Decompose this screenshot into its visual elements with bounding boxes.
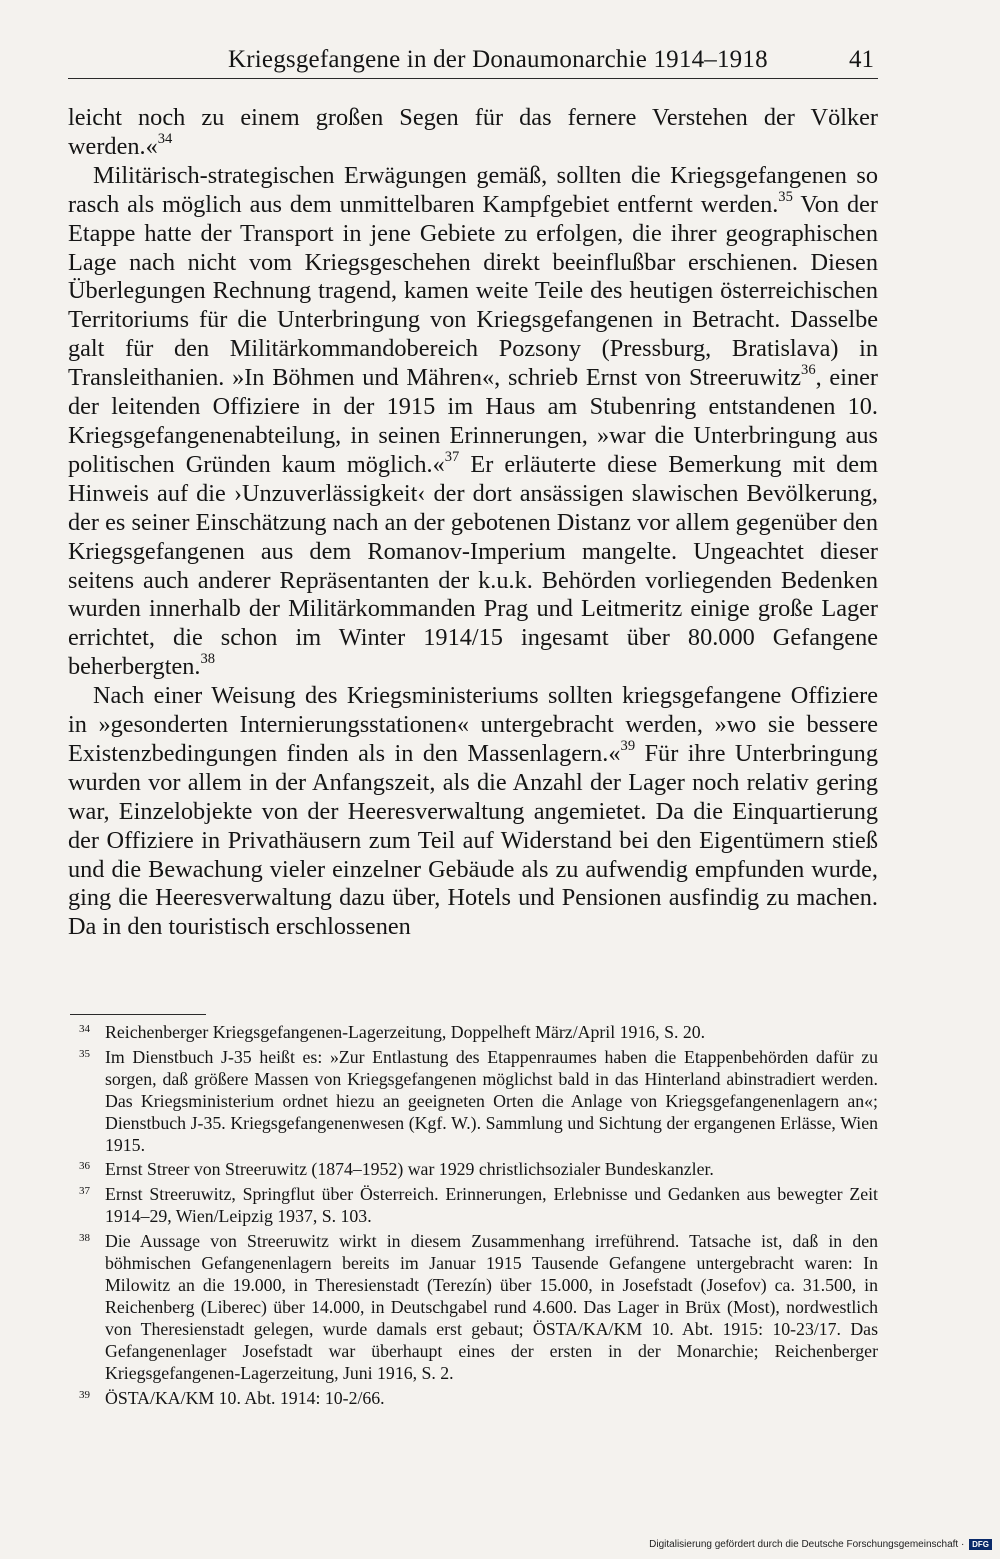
- running-header: [68, 46, 878, 79]
- footnote: [68, 1159, 878, 1181]
- footnote-text: Die Aussage von Streeruwitz wirkt in diesem Zusammenhang irreführend. Tatsache ist, daß in den böhmischen Gefangenenlagern bereits im Januar 1915 Tausende Gefangene untergebracht waren: In Milowitz an die 19.000, in Theresienstadt (Terezín) über 15.000, in Josefstadt (Josefov) ca. 31.500, in Reichenberg (Liberec) über 14.000, in Deutschgabel rund 4.600. Das Lager in Brüx (Most), nordwestlich von Theresienstadt gelegen, wurde damals erst gebaut; ÖSTA/KA/KM 10. Abt. 1915: 10-23/17. Das Gefangenenlager Josefstadt war überhaupt eines der ersten in der Monarchie; Reichenberger Kriegsgefangenen-Lagerzeitung, Juni 1916, S. 2.: [105, 1231, 878, 1383]
- paragraph-3: [68, 682, 878, 942]
- paragraph-text: Nach einer Weisung des Kriegsministeriums sollten kriegsgefangene Offiziere in »gesonderten Internierungsstationen« untergebracht werden, »wo sie bessere Existenzbedingungen finden als in den Massenlagern.«: [68, 682, 878, 767]
- paragraph-1: [68, 104, 878, 162]
- paragraph-text: Für ihre Unterbringung wurden vor allem in der Anfangszeit, als die Anzahl der Lager noch relativ gering war, Einzelobjekte von der Heeresverwaltung angemietet. Da die Einquartierung der Offiziere in Privathäusern zum Teil auf Widerstand bei den Eigentümern stieß und die Bewachung vieler einzelner Gebäude als zu aufwendig empfunden wurde, ging die Heeresverwaltung dazu über, Hotels und Pensionen ausfindig zu machen. Da in den touristisch erschlossenen: [68, 739, 878, 941]
- footnote-ref: 34: [157, 130, 173, 147]
- footnote: [68, 1022, 878, 1044]
- paragraph-text: Von der Etappe hatte der Transport in jene Gebiete zu erfolgen, die ihrer geographischen Lage nach nicht vom Kriegsgeschehen direkt beeinflußbar erschienen. Diesen Überlegungen Rechnung tragend, kamen weite Teile des heutigen österreichischen Territoriums für die Unterbringung von Kriegsgefangenen in Betracht. Dasselbe galt für den Militärkommandobereich Pozsony (Pressburg, Bratislava) in Transleithanien. »In Böhmen und Mähren«, schrieb Ernst von Streeruwitz: [68, 190, 878, 392]
- footnote: [68, 1388, 878, 1410]
- footnote-ref: 36: [801, 362, 816, 379]
- paragraph-text: Militärisch-strategischen Erwägungen gemäß, sollten die Kriegsgefangenen so rasch als möglich aus dem unmittelbaren Kampfgebiet entfernt werden.: [68, 161, 878, 218]
- footnote-number: 34: [79, 1023, 90, 1035]
- footnote-number: 37: [79, 1185, 90, 1198]
- footnote-text: Ernst Streer von Streeruwitz (1874–1952) war 1929 christlichsozialer Bundeskanzler.: [105, 1159, 714, 1180]
- digitization-credit-text: Digitalisierung gefördert durch die Deutsche Forschungsgemeinschaft ·: [649, 1539, 965, 1551]
- footnote-divider: [70, 1014, 206, 1015]
- paragraph-text: Er erläuterte diese Bemerkung mit dem Hinweis auf die ›Unzuverlässigkeit‹ der dort ansässigen slawischen Bevölkerung, der es seiner Einschätzung nach an der gebotenen Distanz vor allem gegenüber den Kriegsgefangenen aus dem Romanov-Imperium mangelte. Ungeachtet dieser seitens auch anderer Repräsentanten der k.u.k. Behörden vorliegenden Bedenken wurden innerhalb der Militärkommanden Prag und Leitmeritz einige große Lager errichtet, die schon im Winter 1914/15 ingesamt über 80.000 Gefangene beherbergten.: [68, 450, 878, 681]
- paragraph-2: [68, 162, 878, 682]
- footnote-text: ÖSTA/KA/KM 10. Abt. 1914: 10-2/66.: [105, 1387, 385, 1408]
- footnote: [68, 1184, 878, 1228]
- footnote-ref: 35: [778, 188, 793, 205]
- footnote-number: 38: [79, 1232, 90, 1245]
- footnote: [68, 1231, 878, 1384]
- footnote-number: 35: [79, 1047, 90, 1060]
- page-number: 41: [849, 46, 874, 73]
- footnote-ref: 39: [620, 738, 636, 755]
- main-text: [68, 104, 878, 942]
- dfg-logo: DFG: [969, 1539, 992, 1550]
- paragraph-text: , einer der leitenden Offiziere in der 1915 im Haus am Stubenring entstandenen 10. Kriegsgefangenenabteilung, in seinen Erinnerungen, »war die Unterbringung aus politischen Gründen kaum möglich.«: [68, 364, 878, 478]
- running-title: Kriegsgefangene in der Donaumonarchie 1914–1918: [228, 46, 768, 73]
- footnote-number: 39: [79, 1388, 90, 1401]
- footnote-ref: 38: [200, 651, 216, 668]
- footnotes: [68, 1022, 878, 1412]
- footnote-ref: 37: [444, 448, 460, 465]
- footnote-text: Reichenberger Kriegsgefangenen-Lagerzeitung, Doppelheft März/April 1916, S. 20.: [105, 1022, 706, 1042]
- footnote-text: Ernst Streeruwitz, Springflut über Österreich. Erinnerungen, Erlebnisse und Gedanken aus bewegter Zeit 1914–29, Wien/Leipzig 1937, S. 103.: [105, 1184, 878, 1227]
- paragraph-text: leicht noch zu einem großen Segen für das fernere Verstehen der Völker werden.«: [68, 104, 878, 160]
- footnote-number: 36: [79, 1160, 90, 1173]
- footnote: [68, 1047, 878, 1157]
- footnote-text: Im Dienstbuch J-35 heißt es: »Zur Entlastung des Etappenraumes haben die Etappenbehörden dafür zu sorgen, daß größere Massen von Kriegsgefangenen möglichst bald in das Hinterland abinstradiert werden. Das Kriegsministerium ordnet hiezu an geeigneten Orten die Anlage von Kriegsgefangenenlagern an«; Dienstbuch J-35. Kriegsgefangenenwesen (Kgf. W.). Sammlung und Sichtung der ergangenen Erlässe, Wien 1915.: [105, 1046, 878, 1155]
- digitization-credit: [649, 1539, 992, 1550]
